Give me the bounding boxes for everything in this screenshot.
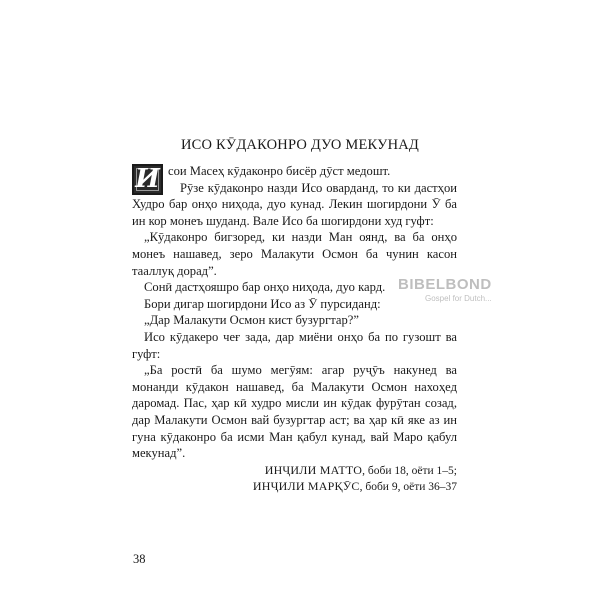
- paragraph-5: Бори дигар шогирдони Исо аз Ӯ пурсиданд:: [144, 296, 381, 311]
- drop-cap-letter: И: [135, 164, 160, 195]
- paragraph-4: Сонӣ дастҳояшро бар онҳо ниҳода, дуо кард.: [144, 280, 386, 295]
- chapter-title: ИСО КӮДАКОНРО ДУО МЕКУНАД: [180, 137, 420, 153]
- paragraph-6: „Дар Малакути Осмон кист бузургтар?”: [144, 313, 359, 328]
- paragraph-7: Исо кӯдакеро чеғ зада, дар миёни онҳо ба по гузошт ва гуфт:: [132, 329, 457, 361]
- paragraph-1: [132, 163, 457, 195]
- watermark-brand: BIBELBOND: [398, 276, 492, 293]
- reference-2-book: ИНҶИЛИ МАРҚӮС: [252, 478, 360, 493]
- text-body: [132, 163, 457, 495]
- reference-2-detail: , боби 9, оёти 36–37: [359, 480, 457, 493]
- paragraph-2: Рӯзе кӯдаконро назди Исо оварданд, то ки дастҳои Худро бар онҳо ниҳода, дуо кунад. Лекин шогирдони Ӯ ба ин кор монеъ шуданд. Вале Исо ба шогирдони худ гуфт:: [132, 180, 457, 228]
- reference-1-detail: , боби 18, оёти 1–5;: [362, 464, 457, 477]
- paragraph-3: „Кӯдаконро бигзоред, ки назди Ман оянд, ва ба онҳо монеъ нашавед, зеро Малакути Осмон ба чунин касон тааллуқ дорад”.: [132, 230, 457, 278]
- page-number: 38: [133, 552, 146, 566]
- reference-1-book: ИНҶИЛИ МАТТО: [264, 462, 363, 477]
- drop-cap-ornament: [132, 164, 163, 195]
- scripture-references: [132, 463, 457, 495]
- reference-2: [132, 479, 457, 495]
- paragraph-8: „Ба ростӣ ба шумо мегӯям: агар руҷӯъ накунед ва монанди кӯдакон нашавед, ба Малакути Осмон нахоҳед даромад. Пас, ҳар кӣ худро мисли ин кӯдак фурӯтан созад, дар Малакути Осмон вай бузургтар аст; ва ҳар кӣ яке аз ин гуна кӯдаконро ба исми Ман қабул кунад, вай Маро қабул мекунад”.: [132, 363, 457, 461]
- watermark-tagline: Gospel for Dutch...: [425, 294, 492, 303]
- reference-1: [132, 463, 457, 479]
- paragraph-1-text: сои Масеҳ кӯдаконро бисёр дӯст медошт.: [168, 164, 391, 178]
